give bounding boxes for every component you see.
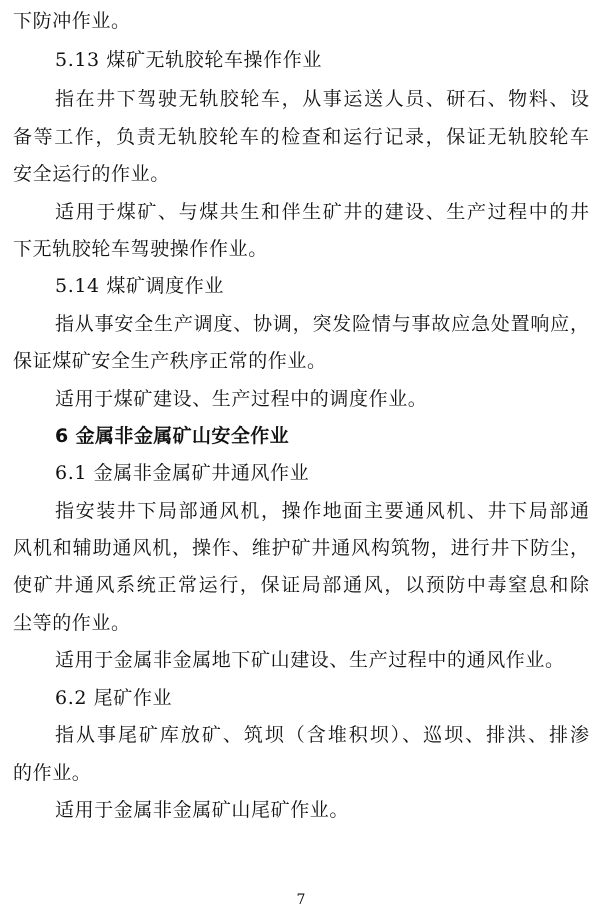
paragraph-line: 安全运行的作业。 xyxy=(13,163,170,185)
paragraph-line: 适用于煤矿、与煤共生和伴生矿井的建设、生产过程中的井 xyxy=(55,201,589,223)
chapter-heading-6: 6 金属非金属矿山安全作业 xyxy=(55,425,290,447)
paragraph-line: 保证煤矿安全生产秩序正常的作业。 xyxy=(13,350,327,372)
section-heading-5-13: 5.13 煤矿无轨胶轮车操作作业 xyxy=(55,49,322,71)
text-line-continuation: 下防冲作业。 xyxy=(13,10,131,32)
paragraph-line: 下无轨胶轮车驾驶操作作业。 xyxy=(13,238,268,260)
paragraph-line: 适用于金属非金属地下矿山建设、生产过程中的通风作业。 xyxy=(55,649,565,671)
paragraph-line: 指安装井下局部通风机，操作地面主要通风机、井下局部通 xyxy=(55,500,589,522)
paragraph-line: 风机和辅助通风机，操作、维护矿井通风构筑物，进行井下防尘， xyxy=(13,537,589,559)
paragraph-line: 指从事安全生产调度、协调，突发险情与事故应急处置响应， xyxy=(55,313,589,335)
paragraph-line: 适用于金属非金属矿山尾矿作业。 xyxy=(55,799,350,821)
section-heading-5-14: 5.14 煤矿调度作业 xyxy=(55,275,224,297)
section-heading-6-2: 6.2 尾矿作业 xyxy=(55,687,173,709)
page-number: 7 xyxy=(296,892,306,908)
paragraph-line: 备等工作，负责无轨胶轮车的检查和运行记录，保证无轨胶轮车 xyxy=(13,126,589,148)
section-heading-6-1: 6.1 金属非金属矿井通风作业 xyxy=(55,462,310,484)
paragraph-line: 指从事尾矿库放矿、筑坝（含堆积坝）、巡坝、排洪、排渗 xyxy=(55,724,589,746)
paragraph-line: 尘等的作业。 xyxy=(13,612,131,634)
paragraph-line: 适用于煤矿建设、生产过程中的调度作业。 xyxy=(55,388,428,410)
paragraph-line: 指在井下驾驶无轨胶轮车，从事运送人员、研石、物料、设 xyxy=(55,88,589,110)
paragraph-line: 使矿井通风系统正常运行，保证局部通风，以预防中毒窒息和除 xyxy=(13,574,589,596)
paragraph-line: 的作业。 xyxy=(13,762,92,784)
